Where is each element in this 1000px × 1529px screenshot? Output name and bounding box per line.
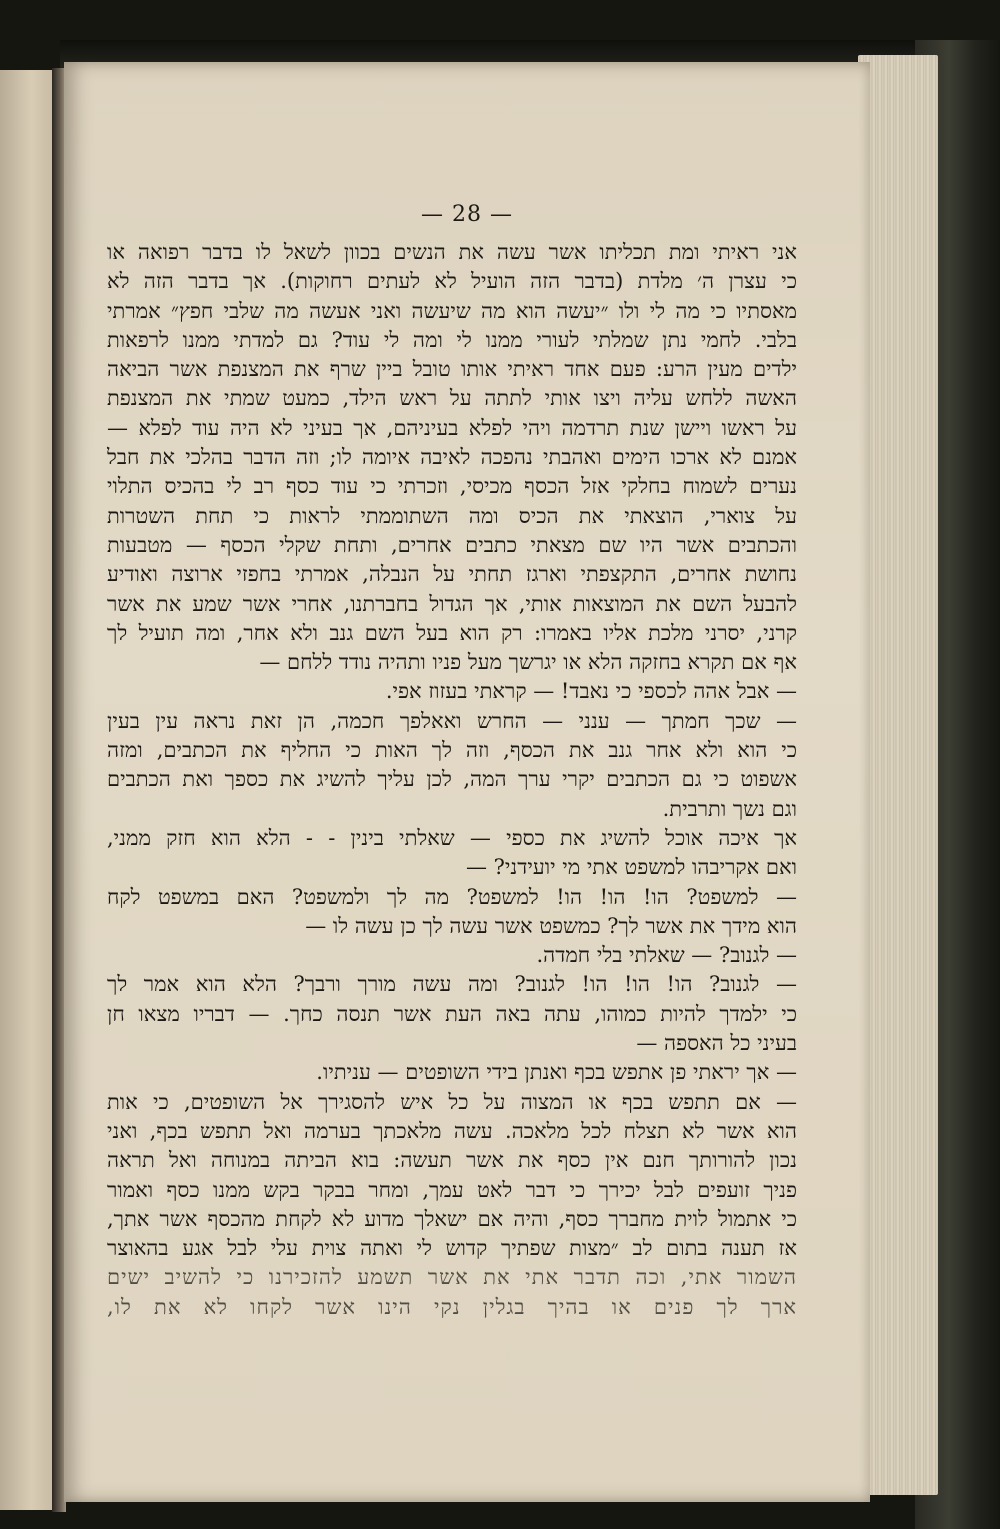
text-line: כי עצרן ה׳ מלדת (בדבר הזה הועיל לא לעתים רחוקות). אך בדבר הזה לא: [107, 269, 797, 294]
text-line: אשפוט כי גם הכתבים יקרי ערך המה, לכן עליך להשיג את כספך ואת הכתבים: [107, 767, 797, 792]
text-line: אך איכה אוכל להשיג את כספי — שאלתי בינין - - הלא הוא חזק ממני,: [107, 825, 797, 850]
text-line: — אבל אהה לכספי כי נאבד! — קראתי בעזוז אפי.: [385, 679, 797, 704]
text-line: הוא אשר לא תצלח לכל מלאכה. עשה מלאכתך בערמה ואל תתפש בכף, ואני: [107, 1118, 797, 1143]
text-line: — למשפט? הו! הו! הו! למשפט? מה לך ולמשפט? האם במשפט לקח: [107, 884, 797, 909]
text-line: מאסתיו כי מה לי ולו ״יעשה הוא מה שיעשה ואני אעשה מה שלבי חפץ״ אמרתי: [107, 298, 797, 323]
text-line: כי הוא ולא אחר גנב את הכסף, וזה לך האות כי החליף את הכתבים, ומזה: [107, 738, 797, 763]
page-text: [107, 238, 797, 1378]
text-line: אני ראיתי ומת תכליתו אשר עשה את הנשים בכוון לשאל לו בדבר רפואה או: [107, 240, 797, 264]
text-line: ואם אקריבהו למשפט אתי מי יועידני? —: [465, 855, 797, 880]
text-line: כי ילמדך להיות כמוהו, עתה באה העת אשר תנסה כחך. — דבריו מצאו חן: [107, 1001, 797, 1026]
page-number: — 28 —: [421, 202, 513, 227]
text-line: — לגנוב? — שאלתי בלי חמדה.: [536, 943, 797, 968]
text-line: נחושת אחרים, התקצפתי וארגז תחתי על הנבלה, אמרתי בחפזי ארוצה ואודיע: [107, 562, 797, 587]
text-line: ילדים מעין הרע: פעם אחד ראיתי אותו טובל ביין שרף את המצנפת אשר הביאה: [107, 357, 797, 382]
text-line: פניך זועפים לבל יכירך כי דבר לאט עמך, ומחר בבקר בקש ממנו כסף ואמור: [107, 1177, 797, 1202]
text-line: כי אתמול לוית מחברך כסף, והיה אם ישאלך מדוע לא לקחת מהכסף אשר אתך,: [107, 1206, 797, 1231]
text-line: על צוארי, הוצאתי את הכיס ומה השתוממתי לראות כי תחת השטרות: [107, 503, 797, 528]
text-line: — אם תתפש בכף או המצוה על כל איש להסגירך אל השופטים, כי אות: [107, 1089, 797, 1114]
text-line: אף אם תקרא בחזקה הלא או יגרשך מעל פניו ותהיה נודד ללחם —: [259, 650, 797, 675]
text-line: להבעל השם את המוצאות אותי, אך הגדול בחברתנו, אחרי אשר שמע את אשר: [107, 591, 797, 616]
previous-page-edge: [0, 70, 52, 1510]
text-line: אמנם לא ארכו הימים ואהבתי נהפכה לאיבה איומה לו; וזה הדבר בהלכי את חבל: [107, 445, 797, 470]
text-line: בלבי. לחמי נתן שמלתי לעורי ממנו לי ומה לי עוד? גם למדתי ממנו לרפאות: [107, 327, 797, 352]
text-line: הוא מידך את אשר לך? כמשפט אשר עשה לך כן עשה לו —: [305, 913, 797, 938]
text-line: השמור אתי, וכה תדבר אתי את אשר תשמע להזכירנו כי להשיב ישים: [107, 1265, 797, 1290]
text-line: על ראשו ויישן שנת תרדמה ויהי לפלא בעיניהם, אך בעיני לא היה עוד לפלא —: [107, 415, 797, 440]
text-line: והכתבים אשר היו שם מצאתי כתבים אחרים, ותחת שקלי הכסף — מטבעות: [107, 532, 797, 557]
text-line: אז תענה בתום לב ״מצות שפתיך קדוש לי ואתה צוית עלי לבל אגע בהאוצר: [107, 1236, 797, 1261]
page-edges: [858, 55, 938, 1495]
text-line: בעיני כל האספה —: [636, 1031, 797, 1056]
text-line: — אך יראתי פן אתפש בכף ואנתן בידי השופטים — עניתיו.: [316, 1060, 797, 1085]
text-line: האשה ללחש עליה ויצו אותי לתתה על ראש הילד, כמעט שמתי את המצנפת: [107, 386, 797, 411]
text-line: — לגנוב? הו! הו! הו! לגנוב? ומה עשה מורך ורבך? הלא הוא אמר לך: [107, 972, 797, 997]
text-line: — שכך חמתך — ענני — החרש ואאלפך חכמה, הן זאת נראה עין בעין: [107, 708, 797, 733]
book-page: [64, 62, 870, 1502]
text-line: נערים לשמוח בחלקי אזל הכסף מכיסי, וזכרתי כי עוד כסף רב לי בהכיס התלוי: [107, 474, 797, 499]
text-line: נכון להורותך חנם אין כסף את אשר תעשה: בוא הביתה במנוחה ואל תראה: [107, 1148, 797, 1173]
text-line: וגם נשך ותרבית.: [662, 796, 797, 821]
text-line: קרני, יסרני מלכת אליו באמרו: רק הוא בעל השם גנב ולא אחר, ומה תועיל לך: [107, 620, 797, 645]
text-line: ארך לך פנים או בהיך בגלין נקי הינו אשר לקחו לא את לו,: [107, 1294, 797, 1319]
